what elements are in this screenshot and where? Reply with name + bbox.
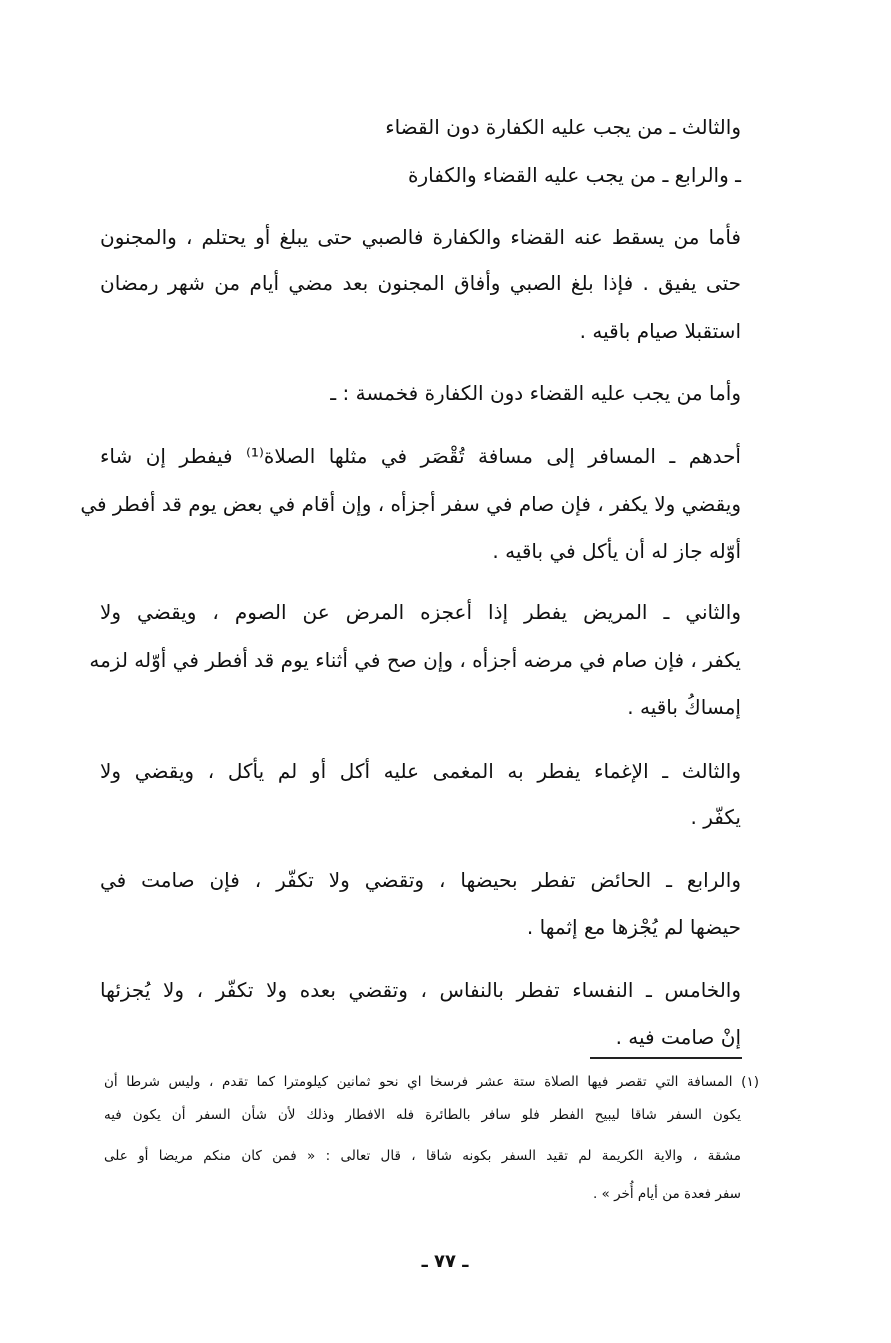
text-line-category-4: ـ والرابع ـ من يجب عليه القضاء والكفارة — [407, 163, 741, 187]
paragraph-traveler-line-1: أحدهم ـ المسافر إلى مسافة تُقْصَر في مثلها الصلاة⁽¹⁾ فيفطر إن شاء — [100, 444, 741, 468]
text-line-category-3: والثالث ـ من يجب عليه الكفارة دون القضاء — [385, 115, 741, 139]
paragraph-sick-line-3: إمساكُ باقيه . — [627, 695, 741, 719]
footnote-line-4: سفر فعدة من أيام أُخر » . — [592, 1186, 741, 1202]
footnote-separator — [590, 1057, 742, 1059]
paragraph-menstruating-line-1: والرابع ـ الحائض تفطر بحيضها ، وتقضي ولا تكفّر ، فإن صامت في — [100, 868, 741, 892]
paragraph-fainting-line-1: والثالث ـ الإغماء يفطر به المغمى عليه أكل أو لم يأكل ، ويقضي ولا — [100, 759, 741, 783]
paragraph-exempt-line-1: فأما من يسقط عنه القضاء والكفارة فالصبي حتى يبلغ أو يحتلم ، والمجنون — [100, 225, 741, 249]
footnote-line-1: (١) المسافة التي تقصر فيها الصلاة ستة عشر فرسخا اي نحو ثمانين كيلومترا كما تقدم ، وليس شرطا أن — [104, 1074, 759, 1090]
paragraph-sick-line-1: والثاني ـ المريض يفطر إذا أعجزه المرض عن الصوم ، ويقضي ولا — [100, 600, 741, 624]
paragraph-postpartum-line-2: إنْ صامت فيه . — [615, 1025, 741, 1049]
paragraph-heading-five: وأما من يجب عليه القضاء دون الكفارة فخمسة : ـ — [330, 381, 741, 405]
paragraph-exempt-line-3: استقبلا صيام باقيه . — [579, 319, 741, 343]
paragraph-traveler-line-3: أوّله جاز له أن يأكل في باقيه . — [492, 539, 741, 563]
footnote-line-3: مشقة ، والاية الكريمة لم تقيد السفر بكونه شاقا ، قال تعالى : « فمن كان منكم مريضا أو على — [104, 1148, 741, 1164]
page-number: ـ ٧٧ ـ — [421, 1251, 469, 1272]
paragraph-exempt-line-2: حتى يفيق . فإذا بلغ الصبي وأفاق المجنون بعد مضي أيام من شهر رمضان — [100, 271, 741, 295]
paragraph-fainting-line-2: يكفّر . — [690, 805, 741, 829]
paragraph-menstruating-line-2: حيضها لم يُجْزها مع إثمها . — [526, 915, 741, 939]
paragraph-traveler-line-2: ويقضي ولا يكفر ، فإن صام في سفر أجزأه ، وإن أقام في بعض يوم قد أفطر في — [80, 492, 741, 516]
paragraph-sick-line-2: يكفر ، فإن صام في مرضه أجزأه ، وإن صح في أثناء يوم قد أفطر في أوّله لزمه — [89, 648, 741, 672]
footnote-line-2: يكون السفر شاقا ليبيح الفطر فلو سافر بالطائرة فله الافطار وذلك لأن شأن السفر أن يكون فيه — [104, 1107, 741, 1123]
paragraph-postpartum-line-1: والخامس ـ النفساء تفطر بالنفاس ، وتقضي بعده ولا تكفّر ، ولا يُجزئها — [100, 978, 741, 1002]
